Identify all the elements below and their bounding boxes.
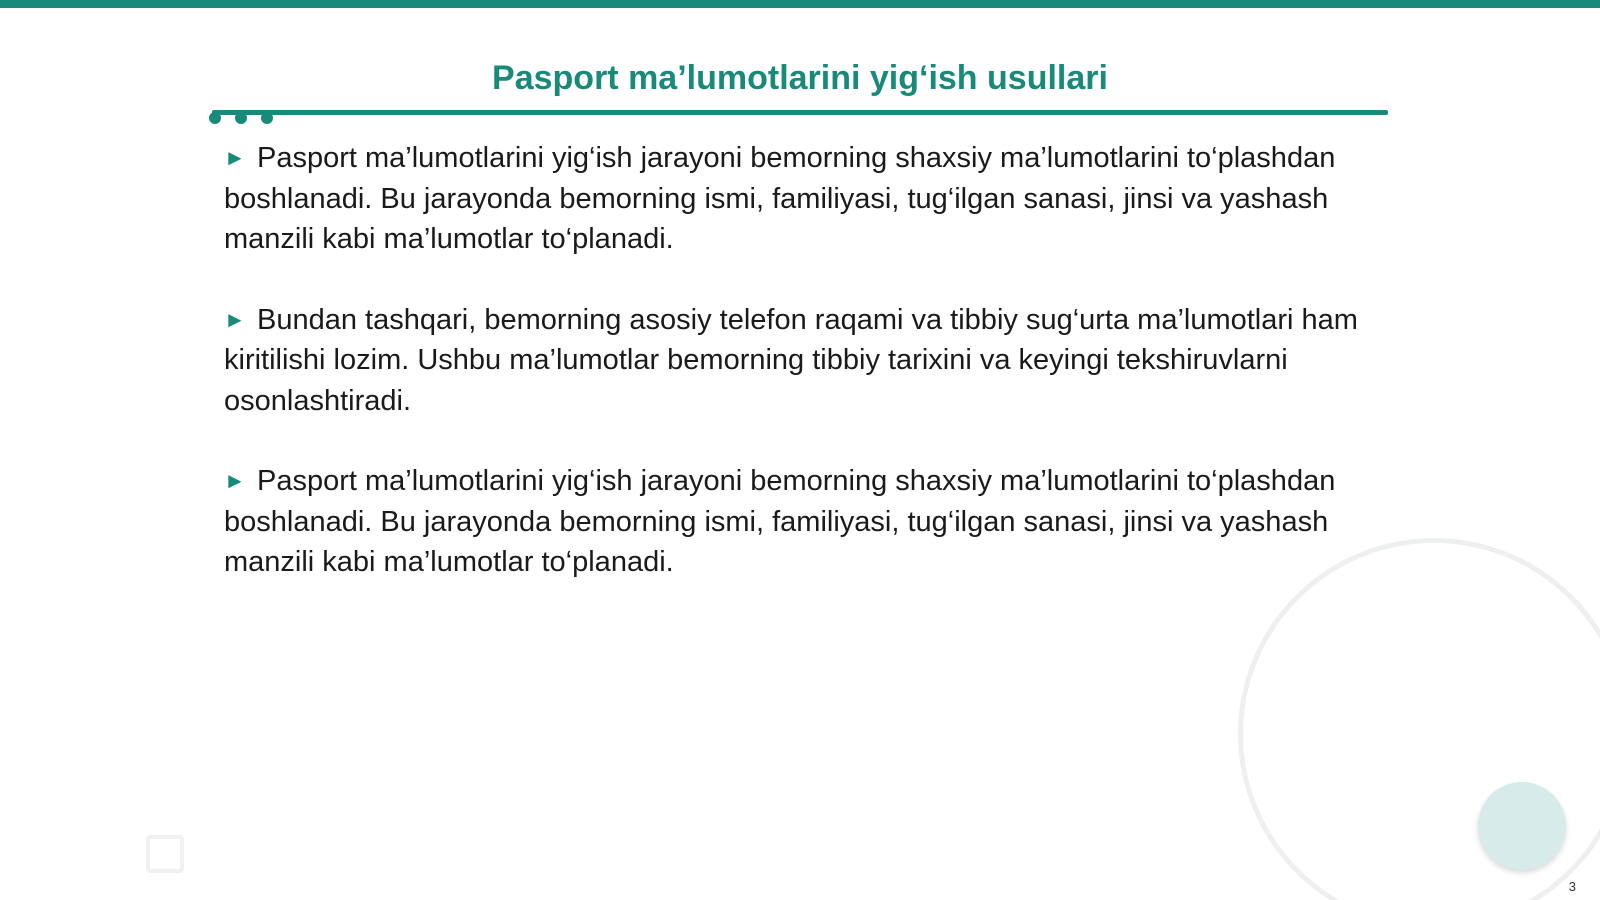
triangle-bullet-icon: ► <box>224 468 246 493</box>
bullet-text: Pasport ma’lumotlarini yig‘ish jarayoni bemorning shaxsiy ma’lumotlarini to‘plashdan boshlanadi. Bu jarayonda bemorning ismi, familiyasi, tug‘ilgan sanasi, jinsi va yashash manzili kabi ma’lumotlar to‘planadi. <box>224 142 1336 255</box>
triangle-bullet-icon: ► <box>224 306 246 332</box>
decorative-circle-filled <box>1478 782 1566 870</box>
bullet-item <box>224 461 1384 583</box>
slide-title: Pasport ma’lumotlarini yig‘ish usullari <box>492 59 1108 97</box>
bullet-item <box>224 138 1384 260</box>
underline-dot <box>209 112 221 124</box>
page-number: 3 <box>1568 879 1576 894</box>
bullet-list <box>224 138 1384 623</box>
bullet-text: Bundan tashqari, bemorning asosiy telefon raqami va tibbiy sug‘urta ma’lumotlari ham kiritilishi lozim. Ushbu ma’lumotlar bemorning tibbiy tarixini va keyingi tekshiruvlarni osonlashtiradi. <box>224 303 1358 417</box>
top-accent-bar <box>0 0 1600 8</box>
underline-dot <box>261 112 273 124</box>
bullet-item <box>224 300 1384 422</box>
title-underline <box>212 110 1388 115</box>
underline-dot <box>235 112 247 124</box>
decorative-square <box>146 835 184 873</box>
bullet-text: Pasport ma’lumotlarini yig‘ish jarayoni bemorning shaxsiy ma’lumotlarini to‘plashdan boshlanadi. Bu jarayonda bemorning ismi, familiyasi, tug‘ilgan sanasi, jinsi va yashash manzili kabi ma’lumotlar to‘planadi. <box>224 465 1336 578</box>
triangle-bullet-icon: ► <box>224 145 246 170</box>
